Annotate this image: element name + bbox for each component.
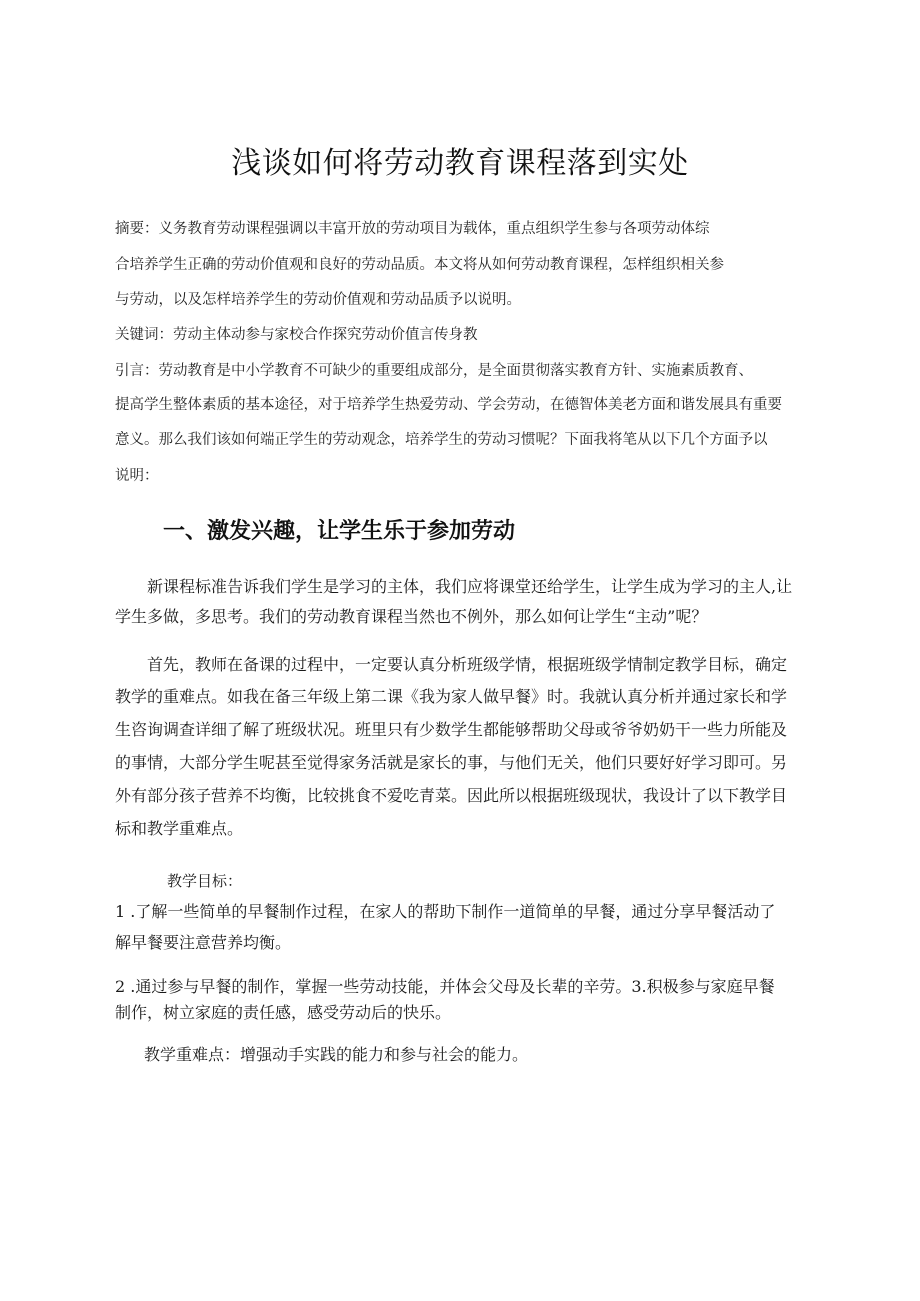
paragraph-line: 学生多做，多思考。我们的劳动教育课程当然也不例外，那么如何让学生“主动”呢？ bbox=[115, 607, 708, 626]
key-points: 教学重难点：增强动手实践的能力和参与社会的能力。 bbox=[144, 1045, 529, 1064]
keywords: 关键词：劳动主体动参与家校合作探究劳动价值言传身教 bbox=[115, 327, 478, 343]
paragraph-line: 外有部分孩子营养不均衡，比较挑食不爱吃青菜。因此所以根据班级现状，我设计了以下教学目 bbox=[115, 786, 788, 805]
goal-item: 解早餐要注意营养均衡。 bbox=[115, 933, 292, 952]
paragraph-line: 生咨询调查详细了解了班级状况。班里只有少数学生都能够帮助父母或爷爷奶奶干一些力所能及 bbox=[115, 720, 788, 739]
intro-line: 引言：劳动教育是中小学教育不可缺少的重要组成部分，是全面贯彻落实教育方针、实施素质教育、 bbox=[115, 363, 753, 379]
intro-line: 提高学生整体素质的基本途径，对于培养学生热爱劳动、学会劳动，在德智体美老方面和谐发展具有重要 bbox=[115, 397, 782, 413]
intro-line: 说明： bbox=[115, 468, 159, 484]
goal-item: 2 .通过参与早餐的制作，掌握一些劳动技能，并体会父母及长辈的辛劳。3.积极参与家庭早餐 bbox=[115, 977, 775, 996]
abstract-line: 合培养学生正确的劳动价值观和良好的劳动品质。本文将从如何劳动教育课程，怎样组织相关参 bbox=[115, 257, 724, 273]
goal-item: 制作，树立家庭的责任感，感受劳动后的快乐。 bbox=[115, 1003, 452, 1022]
paragraph-line: 的事情，大部分学生呢甚至觉得家务活就是家长的事，与他们无关，他们只要好好学习即可。另 bbox=[115, 753, 788, 772]
intro-line: 意义。那么我们该如何端正学生的劳动观念，培养学生的劳动习惯呢？下面我将笔从以下几个方面予以 bbox=[115, 432, 768, 448]
section-heading: 一、激发兴趣，让学生乐于参加劳动 bbox=[163, 519, 516, 544]
abstract-line: 摘要：义务教育劳动课程强调以丰富开放的劳动项目为载体，重点组织学生参与各项劳动体综 bbox=[115, 221, 710, 237]
document-title: 浅谈如何将劳动教育课程落到实处 bbox=[231, 146, 689, 181]
goals-label: 教学目标： bbox=[167, 872, 243, 890]
abstract-line: 与劳动，以及怎样培养学生的劳动价值观和劳动品质予以说明。 bbox=[115, 292, 521, 308]
goal-item: 1 .了解一些简单的早餐制作过程，在家人的帮助下制作一道简单的早餐，通过分享早餐活动了 bbox=[115, 902, 776, 921]
paragraph-line: 标和教学重难点。 bbox=[115, 819, 244, 838]
paragraph-line: 首先，教师在备课的过程中，一定要认真分析班级学情，根据班级学情制定教学目标，确定 bbox=[147, 655, 788, 674]
paragraph-line: 新课程标准告诉我们学生是学习的主体，我们应将课堂还给学生，让学生成为学习的主人,让 bbox=[147, 577, 793, 596]
paragraph-line: 教学的重难点。如我在备三年级上第二课《我为家人做早餐》时。我就认真分析并通过家长和学 bbox=[115, 687, 788, 706]
